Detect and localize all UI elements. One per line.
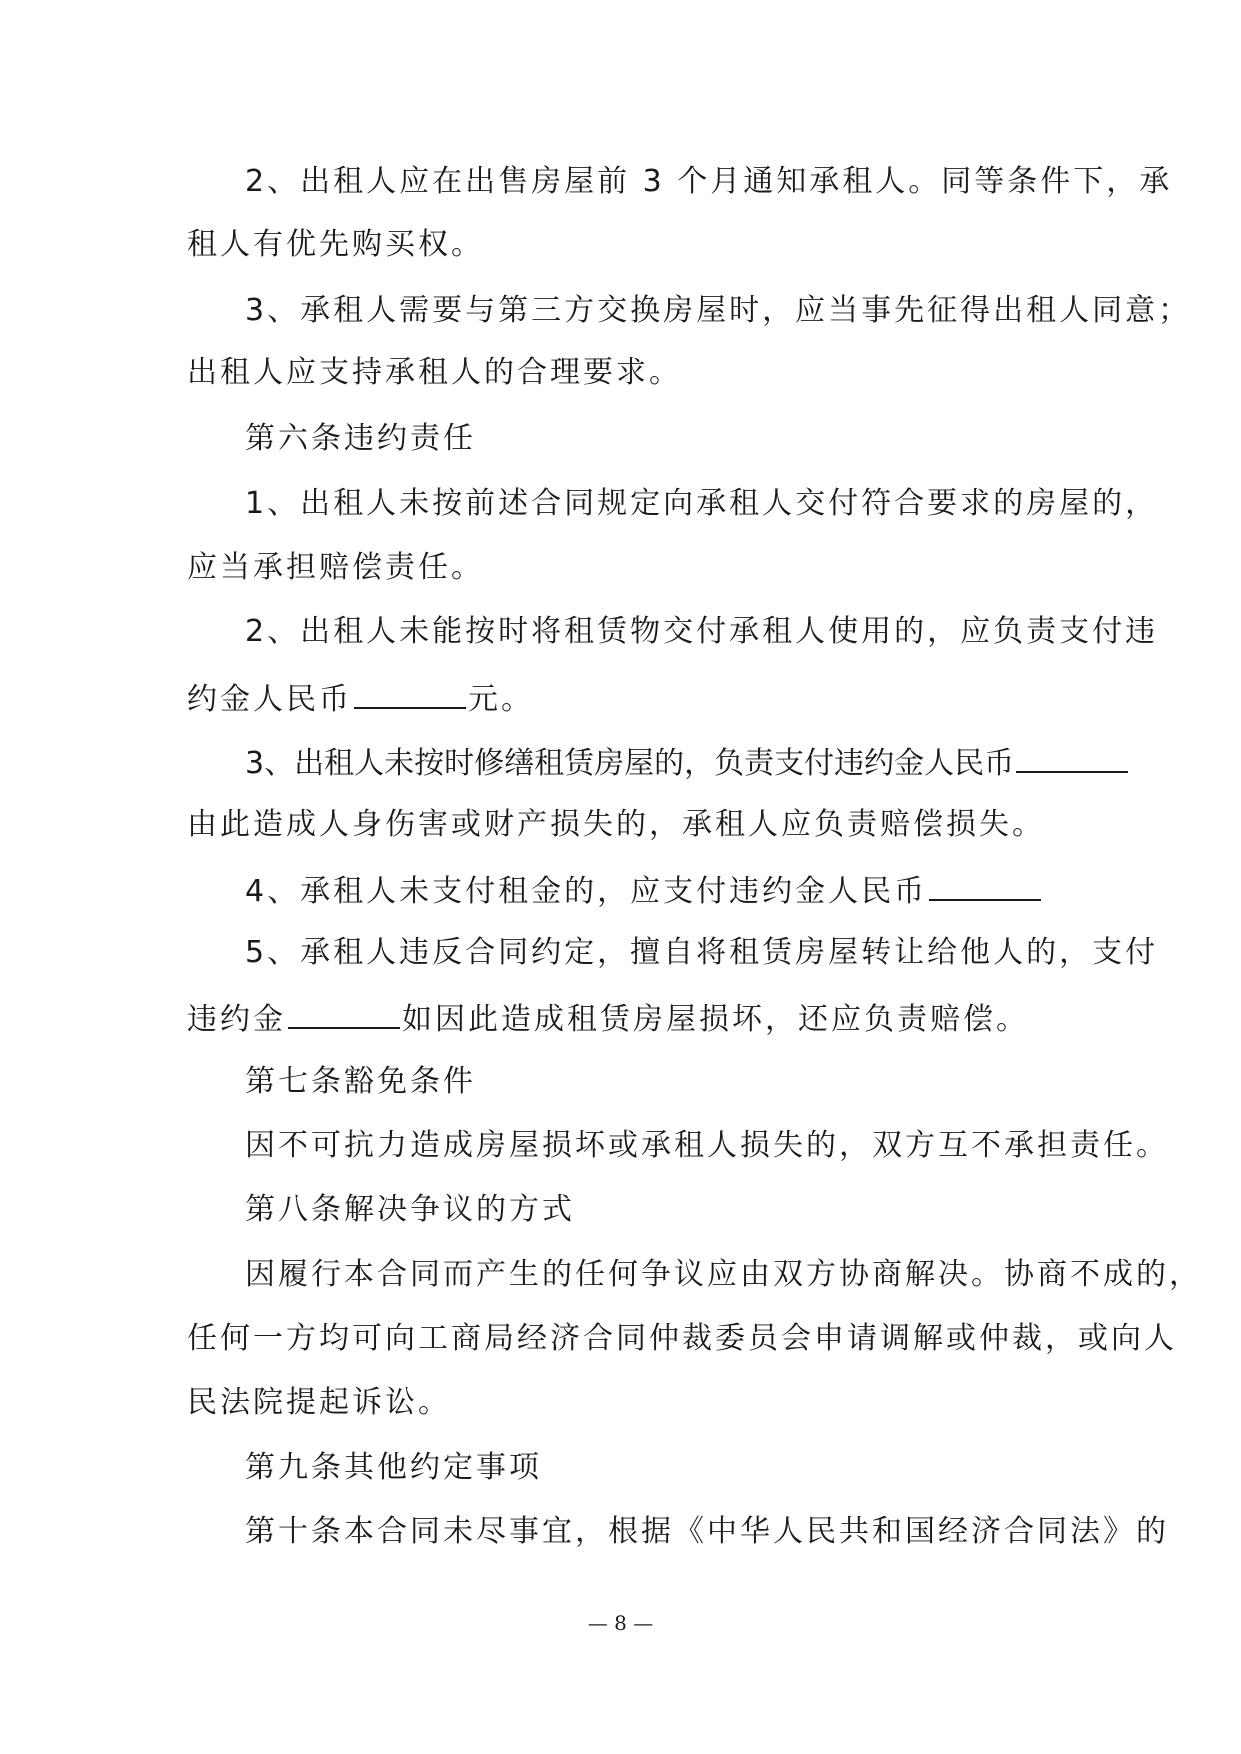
section-heading: 第六条违约责任 bbox=[245, 421, 476, 456]
paragraph-line: 应当承担赔偿责任。 bbox=[187, 550, 484, 585]
paragraph-text: 元。 bbox=[468, 682, 534, 717]
paragraph-line: 2、出租人未能按时将租赁物交付承租人使用的，应负责支付违 bbox=[245, 614, 1159, 649]
section-heading: 第八条解决争议的方式 bbox=[245, 1192, 575, 1227]
paragraph-text: 4、承租人未支付租金的，应支付违约金人民币 bbox=[245, 874, 928, 909]
paragraph-line: 3、承租人需要与第三方交换房屋时，应当事先征得出租人同意； bbox=[245, 293, 1192, 328]
paragraph-line bbox=[245, 741, 1130, 784]
paragraph-line: 5、承租人违反合同约定，擅自将租赁房屋转让给他人的，支付 bbox=[245, 935, 1159, 970]
paragraph-line: 第十条本合同未尽事宜，根据《中华人民共和国经济合同法》的 bbox=[245, 1514, 1169, 1549]
paragraph-line: 因履行本合同而产生的任何争议应由双方协商解决。协商不成的， bbox=[245, 1257, 1202, 1292]
fill-in-blank[interactable] bbox=[288, 997, 400, 1029]
paragraph-text: 3、出租人未按时修缮租赁房屋的，负责支付违约金人民币 bbox=[245, 746, 1015, 781]
paragraph-line bbox=[245, 869, 1043, 912]
paragraph-line: 租人有优先购买权。 bbox=[187, 227, 484, 262]
paragraph-line: 1、出租人未按前述合同规定向承租人交付符合要求的房屋的， bbox=[245, 486, 1159, 521]
fill-in-blank[interactable] bbox=[1016, 741, 1128, 773]
paragraph-text: 约金人民币 bbox=[187, 682, 352, 717]
page-number: — 8 — bbox=[587, 1611, 654, 1635]
fill-in-blank[interactable] bbox=[354, 677, 466, 709]
paragraph-line: 民法院提起诉讼。 bbox=[187, 1385, 451, 1420]
paragraph-text: 违约金 bbox=[187, 1002, 286, 1037]
paragraph-line bbox=[187, 677, 534, 720]
paragraph-line: 因不可抗力造成房屋损坏或承租人损失的，双方互不承担责任。 bbox=[245, 1128, 1169, 1163]
paragraph-line: 任何一方均可向工商局经济合同仲裁委员会申请调解或仲裁，或向人 bbox=[187, 1321, 1177, 1356]
fill-in-blank[interactable] bbox=[929, 869, 1041, 901]
paragraph-text: 如因此造成租赁房屋损坏，还应负责赔偿。 bbox=[402, 1002, 1029, 1037]
paragraph-line bbox=[187, 997, 1029, 1040]
paragraph-line: 出租人应支持承租人的合理要求。 bbox=[187, 355, 682, 390]
paragraph-line: 由此造成人身伤害或财产损失的，承租人应负责赔偿损失。 bbox=[187, 807, 1045, 842]
section-heading: 第九条其他约定事项 bbox=[245, 1450, 542, 1485]
section-heading: 第七条豁免条件 bbox=[245, 1064, 476, 1099]
paragraph-line: 2、出租人应在出售房屋前 3 个月通知承租人。同等条件下，承 bbox=[245, 164, 1173, 199]
